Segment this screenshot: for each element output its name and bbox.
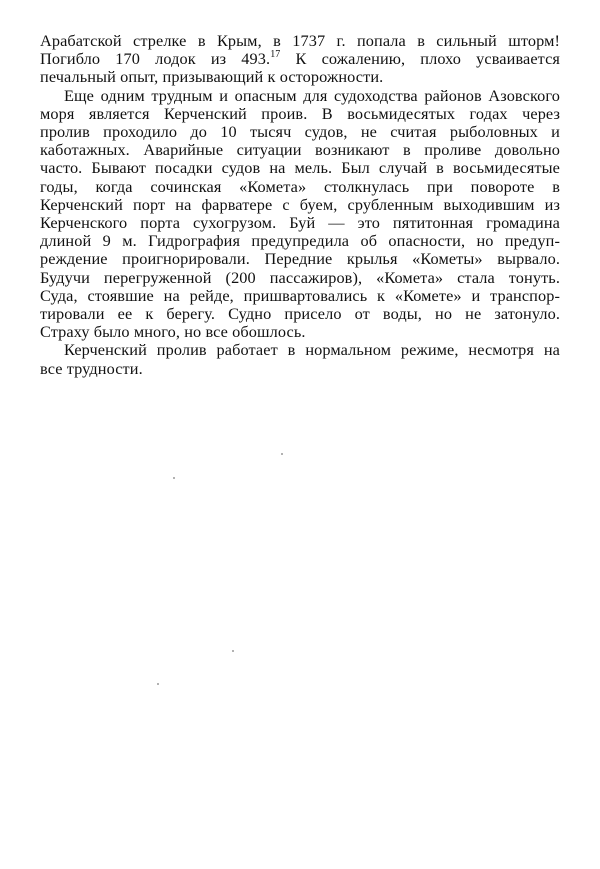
text-line: Еще одним трудным и опасным для судоходства районов Азовского	[64, 85, 560, 105]
page-body	[40, 32, 560, 378]
text-line: тировали ее к берегу. Судно присело от воды, но не затонуло.	[40, 304, 560, 324]
text-line: Будучи перегруженной (200 пассажиров), «Комета» стала тонуть.	[40, 267, 560, 287]
scan-speck	[281, 453, 283, 455]
text-line: печальный опыт, призывающий к осторожности.	[40, 67, 384, 87]
scan-speck	[173, 477, 175, 479]
text-line: Керченского порта сухогрузом. Буй — это пятитонная громадина	[40, 213, 560, 233]
paragraph-2	[40, 87, 560, 342]
text-line: Суда, стоявшие на рейде, пришвартовались к «Комете» и транспор-	[40, 285, 560, 305]
text-line: реждение проигнорировали. Передние крылья «Кометы» вырвало.	[40, 249, 560, 269]
text-line: моря является Керченский проив. В восьмидесятых годах через	[40, 103, 560, 123]
footnote-reference: 17	[270, 49, 281, 61]
text-line: все трудности.	[40, 358, 143, 378]
text-line: Арабатской стрелке в Крым, в 1737 г. попала в сильный шторм!	[40, 31, 560, 50]
paragraph-3	[40, 341, 560, 377]
text-line: каботажных. Аварийные ситуации возникают в проливе довольно	[40, 140, 560, 160]
text-line: пролив проходило до 10 тысяч судов, не считая рыболовных и	[40, 122, 560, 142]
text-fragment: Погибло 170 лодок из 493.	[40, 49, 271, 69]
text-line: Керченский порт на фарватере с буем, срубленным выходившим из	[40, 194, 560, 214]
scan-speck	[232, 650, 234, 652]
text-line: часто. Бывают посадки судов на мель. Был случай в восьмидесятые	[40, 158, 560, 178]
text-line: годы, когда сочинская «Комета» столкнулась при повороте в	[40, 176, 560, 196]
text-line: длиной 9 м. Гидрография предупредила об опасности, но предуп-	[40, 231, 560, 251]
scan-speck	[157, 683, 159, 685]
text-line: Страху было много, но все обошлось.	[40, 322, 306, 342]
paragraph-1	[40, 32, 560, 87]
text-line: Керченский пролив работает в нормальном режиме, несмотря на	[64, 340, 560, 360]
text-line	[40, 50, 560, 68]
text-fragment: К сожалению, плохо усваивается	[280, 49, 560, 69]
